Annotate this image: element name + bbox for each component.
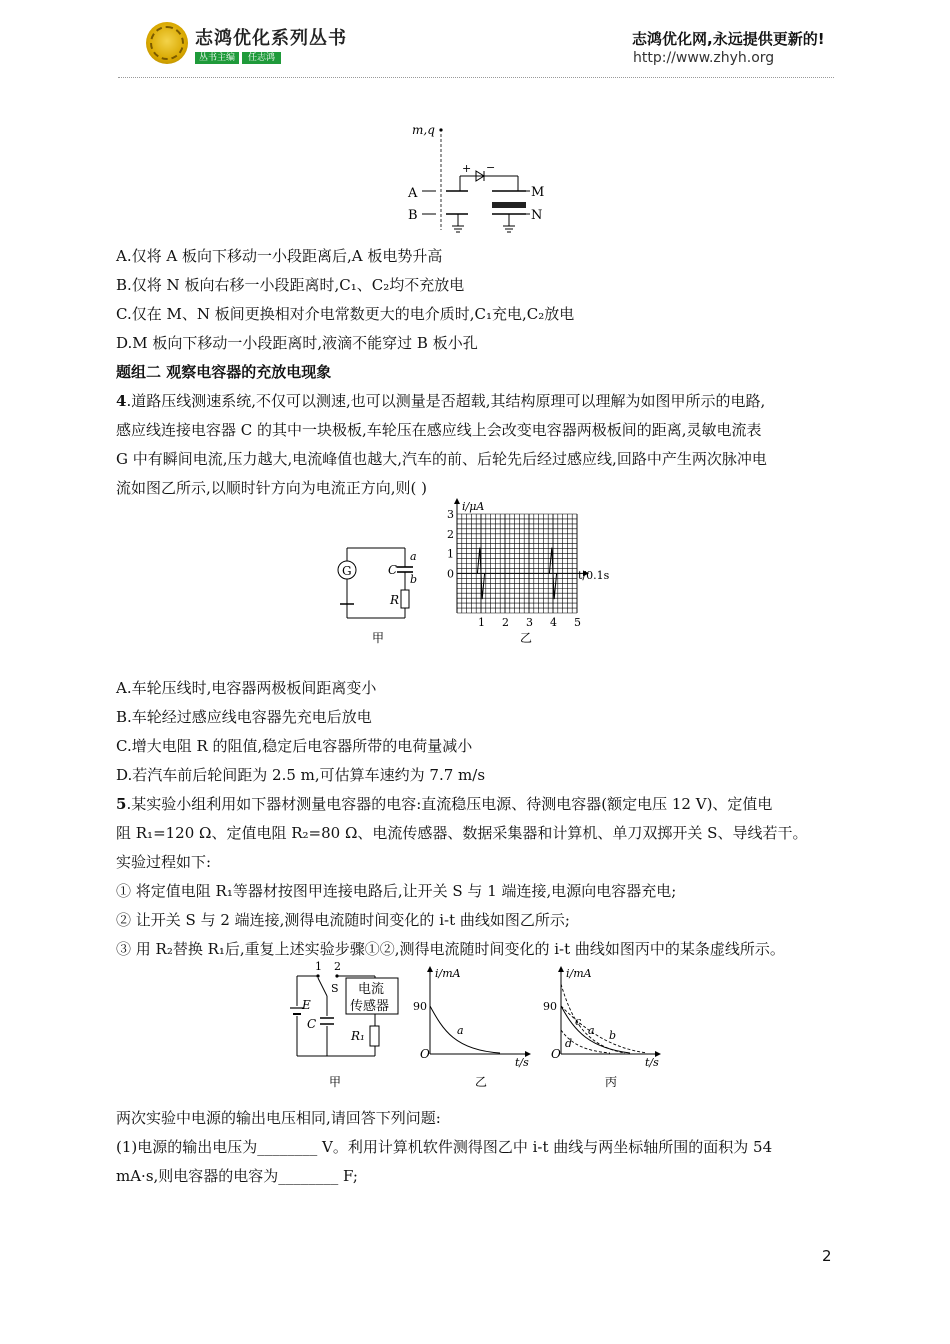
q5-after-1: 两次实验中电源的输出电压相同,请回答下列问题: (116, 1109, 441, 1127)
fig2-cap-label: C (388, 563, 398, 577)
fig3-switch-label: S (331, 982, 339, 995)
curve-a (430, 1006, 500, 1053)
fig1-top-label: m,q (412, 123, 435, 137)
q4-figure (330, 498, 630, 648)
q5-question-1: (1)电源的输出电压为________ V。利用计算机软件测得图乙中 i-t 曲线与两坐标轴所围的面积为 54 (116, 1138, 773, 1156)
q3-option-c: C.仅在 M、N 板间更换相对介电常数更大的电介质时,C₁充电,C₂放电 (116, 305, 575, 323)
q5-text-1: .某实验小组利用如下器材测量电容器的电容:直流稳压电源、待测电容器(额定电压 12 V)、定值电 (126, 795, 773, 813)
y-axis-arrow (454, 498, 460, 504)
fig3-yi-curve-a-label: a (457, 1024, 464, 1037)
page-number: 2 (822, 1247, 832, 1265)
fig3-yi-xlabel: t/s (515, 1056, 529, 1069)
q5-figure (285, 958, 675, 1093)
fig3-caption-bing: 丙 (605, 1075, 618, 1089)
fig3-bing-curve-a-label: a (588, 1024, 595, 1037)
y-tick-label: 1 (447, 547, 454, 561)
x-tick-label: 2 (502, 616, 509, 629)
q5-step-1: ① 将定值电阻 R₁等器材按图甲连接电路后,让开关 S 与 1 端连接,电源向电容器充电; (116, 882, 677, 900)
resistor-r1-icon (370, 1026, 379, 1046)
fig2-plate-b-label: b (410, 573, 418, 586)
x-tick-label: 5 (574, 616, 581, 629)
fig3-yi-origin: O (420, 1047, 430, 1061)
curve-b-dashed (561, 1006, 647, 1053)
editor-label: 丛书主编 (195, 52, 239, 64)
fig3-bing-xlabel: t/s (645, 1056, 659, 1069)
fig3-sw2-label: 2 (334, 960, 341, 973)
publisher-logo-icon (146, 22, 188, 64)
site-slogan: 志鸿优化网,永远提供更新的! (632, 30, 825, 48)
q4-line-2: 感应线连接电容器 C 的其中一块极板,车轮压在感应线上会改变电容器两极板间的距离,灵敏电流表 (116, 421, 762, 439)
fig3-bing-curve-b-label: b (609, 1029, 617, 1042)
q5-step-2: ② 让开关 S 与 2 端连接,测得电流随时间变化的 i-t 曲线如图乙所示; (116, 911, 570, 929)
fig2-plate-a-label: a (410, 550, 417, 563)
fig1-plate-n-label: N (531, 208, 543, 223)
capacitor-plates-figure (400, 120, 560, 235)
fig1-plate-m-label: M (531, 185, 545, 200)
q4-option-a: A.车轮压线时,电容器两极板间距离变小 (116, 679, 377, 697)
site-url[interactable]: http://www.zhyh.org (633, 50, 775, 66)
fig3-caption-jia: 甲 (329, 1075, 342, 1089)
fig2-caption-left: 甲 (372, 631, 385, 645)
fig1-minus-sign: − (486, 161, 496, 174)
fig3-sw1-label: 1 (315, 960, 322, 973)
q4-line-4: 流如图乙所示,以顺时针方向为电流正方向,则( ) (116, 479, 428, 497)
resistor-icon (401, 590, 409, 608)
fig3-bing-origin: O (551, 1047, 561, 1061)
x-tick-label: 3 (526, 616, 533, 629)
fig3-bing-ylabel: i/mA (566, 967, 592, 980)
fig3-bing-curve-d-label: d (565, 1037, 573, 1050)
fig3-res-label: R₁ (351, 1029, 365, 1043)
fig1-plate-a-label: A (408, 186, 418, 201)
q4-option-c: C.增大电阻 R 的阻值,稳定后电容器所带的电荷量减小 (116, 737, 473, 755)
section2-title: 题组二 观察电容器的充放电现象 (116, 363, 332, 381)
header-divider (118, 77, 834, 78)
q4-option-d: D.若汽车前后轮间距为 2.5 m,可估算车速约为 7.7 m/s (116, 766, 486, 784)
fig3-sensor-line2: 传感器 (350, 999, 390, 1014)
editor-credit (195, 50, 281, 63)
y-tick-label: 3 (447, 508, 454, 521)
fig2-ylabel: i/μA (462, 500, 485, 513)
q5-line-1 (116, 794, 772, 814)
q5-line-3: 实验过程如下: (116, 853, 212, 871)
q4-line-3: G 中有瞬间电流,压力越大,电流峰值也越大,汽车的前、后轮先后经过感应线,回路中产生两次脉冲电 (116, 450, 767, 468)
switch-blade (318, 978, 327, 996)
q3-option-a: A.仅将 A 板向下移动一小段距离后,A 板电势升高 (116, 247, 443, 265)
fig2-caption-right: 乙 (520, 631, 533, 645)
q4-current-chart (447, 498, 589, 629)
fig3-bing-curve-c-label: c (575, 1015, 582, 1028)
x-tick-label: 1 (478, 616, 485, 629)
dielectric-slab (492, 202, 526, 208)
fig3-emf-label: E (302, 998, 311, 1012)
q4-text-1: .道路压线测速系统,不仅可以测速,也可以测量是否超载,其结构原理可以理解为如图甲所示的电路, (126, 392, 766, 410)
fig2-xlabel: t/0.1s (578, 569, 610, 582)
fig3-sensor-line1: 电流 (358, 982, 385, 997)
editor-name: 任志鸿 (241, 52, 281, 64)
x-tick-label: 4 (550, 616, 557, 629)
fig2-res-label: R (390, 593, 400, 607)
q5-line-2: 阻 R₁=120 Ω、定值电阻 R₂=80 Ω、电流传感器、数据采集器和计算机、单刀双掷开关 S、导线若干。 (116, 824, 808, 842)
y-tick-label: 2 (447, 527, 454, 541)
fig3-bing-yval: 90 (543, 1000, 557, 1013)
fig3-yi-yval: 90 (413, 1000, 427, 1013)
q3-option-d: D.M 板向下移动一小段距离时,液滴不能穿过 B 板小孔 (116, 334, 478, 352)
fig1-plus-sign: + (462, 162, 472, 175)
series-title: 志鸿优化系列丛书 (195, 28, 347, 49)
fig2-meter-label: G (342, 564, 352, 578)
fig3-yi-ylabel: i/mA (435, 967, 461, 980)
q4-number: 4 (116, 392, 127, 410)
y-tick-label: 0 (447, 567, 454, 581)
q4-line-1 (116, 391, 765, 411)
fig3-caption-yi: 乙 (475, 1075, 488, 1089)
q3-option-b: B.仅将 N 板向右移一小段距离时,C₁、C₂均不充放电 (116, 276, 465, 294)
q4-option-b: B.车轮经过感应线电容器先充电后放电 (116, 708, 372, 726)
fig1-plate-b-label: B (408, 208, 418, 223)
q5-number: 5 (116, 795, 127, 813)
q5-step-3: ③ 用 R₂替换 R₁后,重复上述实验步骤①②,测得电流随时间变化的 i-t 曲线如图丙中的某条虚线所示。 (116, 940, 785, 958)
q5-question-1-cont: mA·s,则电容器的电容为________ F; (116, 1167, 358, 1185)
page-header (0, 0, 950, 80)
fig3-cap-label: C (307, 1017, 317, 1031)
